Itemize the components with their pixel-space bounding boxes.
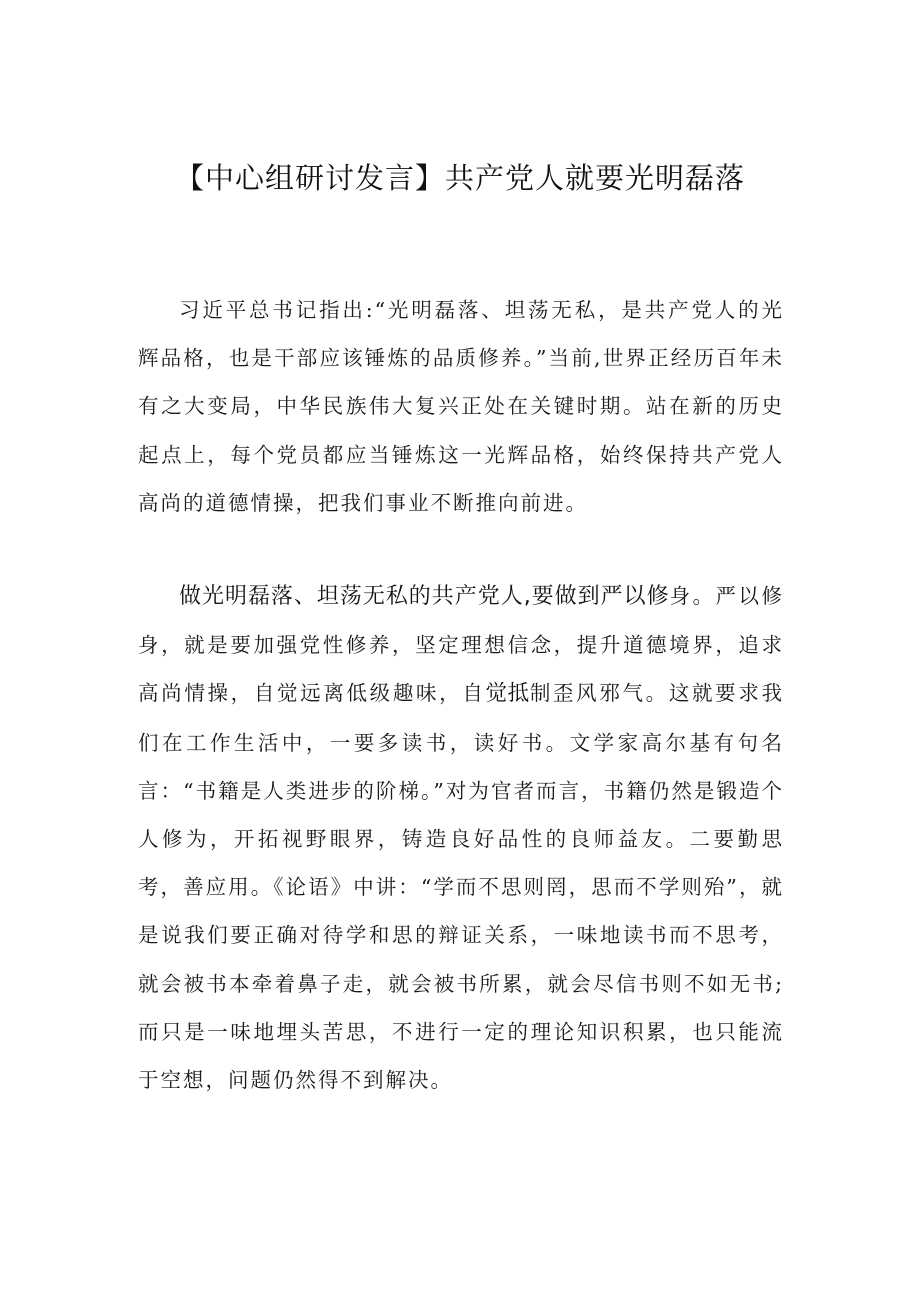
paragraph-self-cultivation bbox=[138, 572, 784, 1104]
paragraph-bold-fragment: 觉抵 bbox=[485, 681, 530, 707]
paragraph-body-text: 制歪风邪气。这就要求我们在工作生活中，一要多读书，读好书。文学家高尔基有句名言：“书籍是人类进步的阶梯。”对为官者而言，书籍仍然是锻造个人修为，开拓视野眼界，铸造良好品性的良师益友。二要勤思考，善应用。《论语》中讲：“学而不思则罔，思而不学则殆”，就是说我们要正确对待学和思的辩证关系，一味地读书而不思考，就会被书本牵着鼻子走，就会被书所累，就会尽信书则不如无书;而只是一味地埋头苦思，不进行一定的理论知识积累，也只能流于空想，问题仍然得不到解决。 bbox=[138, 681, 785, 1093]
document-title: 【中心组研讨发言】共产党人就要光明磊落 bbox=[174, 161, 745, 195]
paragraph-lead-heading: 做光明磊落、坦荡无私的共产党人,要做到严以修 bbox=[179, 584, 670, 609]
paragraph-lead-tail: 身。严以修身，就是要加强党性修养，坚定理想信念，提升道德境界，追求高尚情操，自觉远离低级趣味，自 bbox=[138, 584, 785, 706]
paragraph-intro: 习近平总书记指出:“光明磊落、坦荡无私，是共产党人的光辉品格，也是干部应该锤炼的品质修养。”当前,世界正经历百年未有之大变局，中华民族伟大复兴正处在关键时期。站在新的历史起点上，每个党员都应当锤炼这一光辉品格，始终保持共产党人高尚的道德情操，把我们事业不断推向前进。 bbox=[138, 298, 784, 515]
